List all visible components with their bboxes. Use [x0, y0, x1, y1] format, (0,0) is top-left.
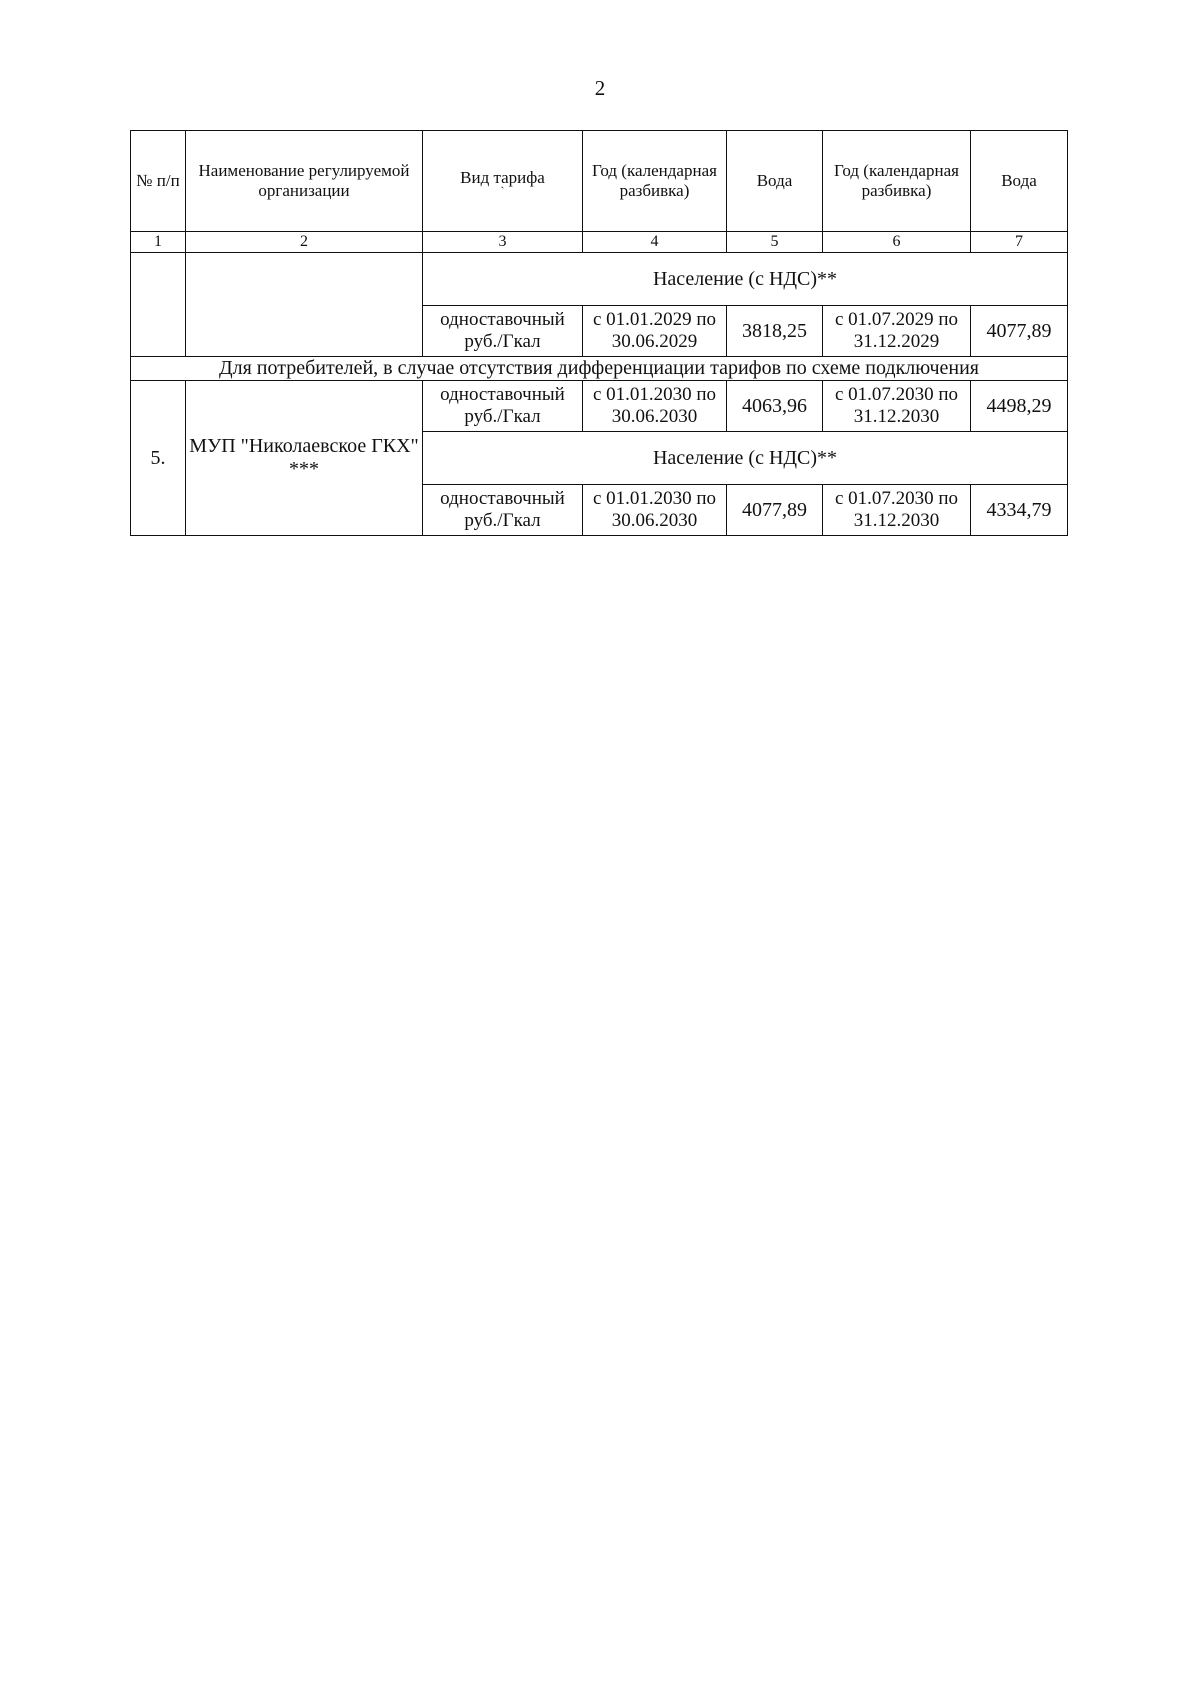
- tariff-type-cell: одноставочный руб./Гкал: [423, 381, 583, 432]
- header-tariff-type-mark: `: [500, 183, 505, 198]
- header-water-2: Вода: [971, 131, 1068, 232]
- water-value-cell: 4498,29: [971, 381, 1068, 432]
- period-cell: с 01.01.2029 по 30.06.2029: [583, 306, 727, 357]
- water-value-cell: 4334,79: [971, 485, 1068, 536]
- header-tariff-type: [423, 131, 583, 232]
- header-water-1: Вода: [727, 131, 823, 232]
- column-number: 7: [971, 232, 1068, 253]
- water-value-cell: 4077,89: [971, 306, 1068, 357]
- column-number: 1: [131, 232, 186, 253]
- row-number: 5.: [131, 381, 186, 536]
- period-cell: с 01.01.2030 по 30.06.2030: [583, 485, 727, 536]
- block1-num-cell: [131, 253, 186, 357]
- header-row: [131, 131, 1068, 232]
- tariff-table: [130, 130, 1068, 536]
- period-cell: с 01.07.2029 по 31.12.2029: [823, 306, 971, 357]
- tariff-sheet: [130, 130, 1067, 536]
- column-number-row: [131, 232, 1068, 253]
- page-number: 2: [594, 76, 606, 100]
- header-org-name: Наименование регулируемой организации: [186, 131, 423, 232]
- header-year-2: Год (календарная разбивка): [823, 131, 971, 232]
- column-number: 4: [583, 232, 727, 253]
- block1-org-cell: [186, 253, 423, 357]
- column-number: 6: [823, 232, 971, 253]
- period-cell: с 01.07.2030 по 31.12.2030: [823, 485, 971, 536]
- note-row: [131, 357, 1068, 381]
- water-value-cell: 4077,89: [727, 485, 823, 536]
- header-tariff-type-label: Вид тарифа: [460, 168, 545, 188]
- water-value-cell: 4063,96: [727, 381, 823, 432]
- header-num: № п/п: [131, 131, 186, 232]
- differentiation-note: Для потребителей, в случае отсутствия дифференциации тарифов по схеме подключения: [131, 357, 1068, 381]
- column-number: 5: [727, 232, 823, 253]
- tariff-type-cell: одноставочный руб./Гкал: [423, 485, 583, 536]
- header-year-1: Год (календарная разбивка): [583, 131, 727, 232]
- column-number: 2: [186, 232, 423, 253]
- period-cell: с 01.07.2030 по 31.12.2030: [823, 381, 971, 432]
- block1-population-row: [131, 253, 1068, 306]
- block2-tariff-row-1: [131, 381, 1068, 432]
- tariff-type-cell: одноставочный руб./Гкал: [423, 306, 583, 357]
- period-cell: с 01.01.2030 по 30.06.2030: [583, 381, 727, 432]
- organization-name: МУП "Николаевское ГКХ" ***: [186, 381, 423, 536]
- water-value-cell: 3818,25: [727, 306, 823, 357]
- block2-population-label: Население (с НДС)**: [423, 432, 1068, 485]
- column-number: 3: [423, 232, 583, 253]
- block1-population-label: Население (с НДС)**: [423, 253, 1068, 306]
